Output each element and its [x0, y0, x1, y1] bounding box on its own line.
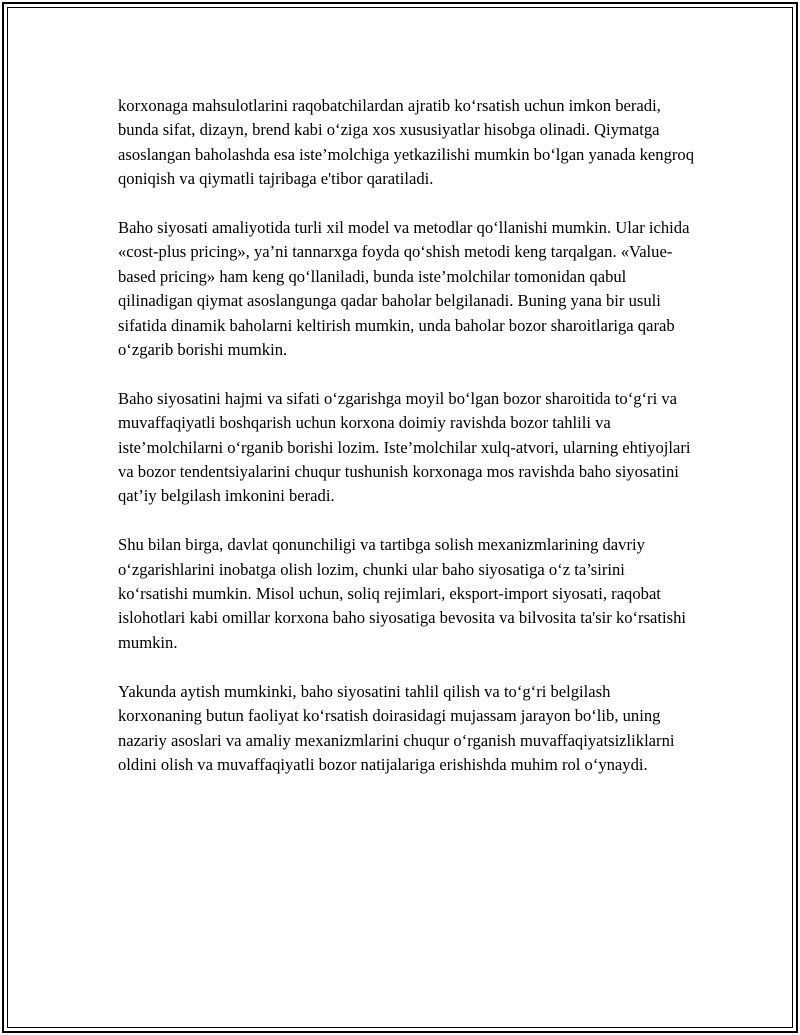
paragraph-5: Yakunda aytish mumkinki, baho siyosatini tahlil qilish va to‘g‘ri belgilash korxonaning butun faoliyat ko‘rsatish doirasidagi mujassam jarayon bo‘lib, uning nazariy asoslari va amaliy mexanizmlarini chuqur o‘rganish muvaffaqiyatsizliklarni oldini olish va muvaffaqiyatli bozor natijalariga erishishda muhim rol o‘ynaydi. [118, 681, 675, 774]
document-body [118, 94, 698, 802]
paragraph-3: Baho siyosatini hajmi va sifati o‘zgarishga moyil bo‘lgan bozor sharoitida to‘g‘ri va muvaffaqiyatli boshqarish uchun korxona doimiy ravishda bozor tahlili va iste’molchilarni o‘rganib borishi lozim. Iste’molchilar xulq-atvori, ularning ehtiyojlari va bozor tendentsiyalarini chuqur tushunish korxonaga mos ravishda baho siyosatini qat’iy belgilash imkonini beradi. [118, 388, 691, 506]
paragraph-2: Baho siyosati amaliyotida turli xil model va metodlar qo‘llanishi mumkin. Ular ichida «cost-plus pricing», ya’ni tannarxga foyda qo‘shish metodi keng tarqalgan. «Value-based pricing» ham keng qo‘llaniladi, bunda iste’molchilar tomonidan qabul qilinadigan qiymat asoslangunga qadar baholar belgilanadi. Buning yana bir usuli sifatida dinamik baholarni keltirish mumkin, unda baholar bozor sharoitlariga qarab o‘zgarib borishi mumkin. [118, 218, 690, 360]
paragraph-1: korxonaga mahsulotlarini raqobatchilardan ajratib ko‘rsatish uchun imkon beradi, bunda sifat, dizayn, brend kabi o‘ziga xos xususiyatlar hisobga olinadi. Qiymatga asoslangan baholashda esa iste’molchiga yetkazilishi mumkin bo‘lgan yanada kengroq qoniqish va qiymatli tajribaga e'tibor qaratiladi. [118, 96, 695, 189]
paragraph-4: Shu bilan birga, davlat qonunchiligi va tartibga solish mexanizmlarining davriy o‘zgarishlarini inobatga olish lozim, chunki ular baho siyosatiga o‘z ta’sirini ko‘rsatishi mumkin. Misol uchun, soliq rejimlari, eksport-import siyosati, raqobat islohotlari kabi omillar korxona baho siyosatiga bevosita va bilvosita ta'sir ko‘rsatishi mumkin. [118, 535, 686, 652]
